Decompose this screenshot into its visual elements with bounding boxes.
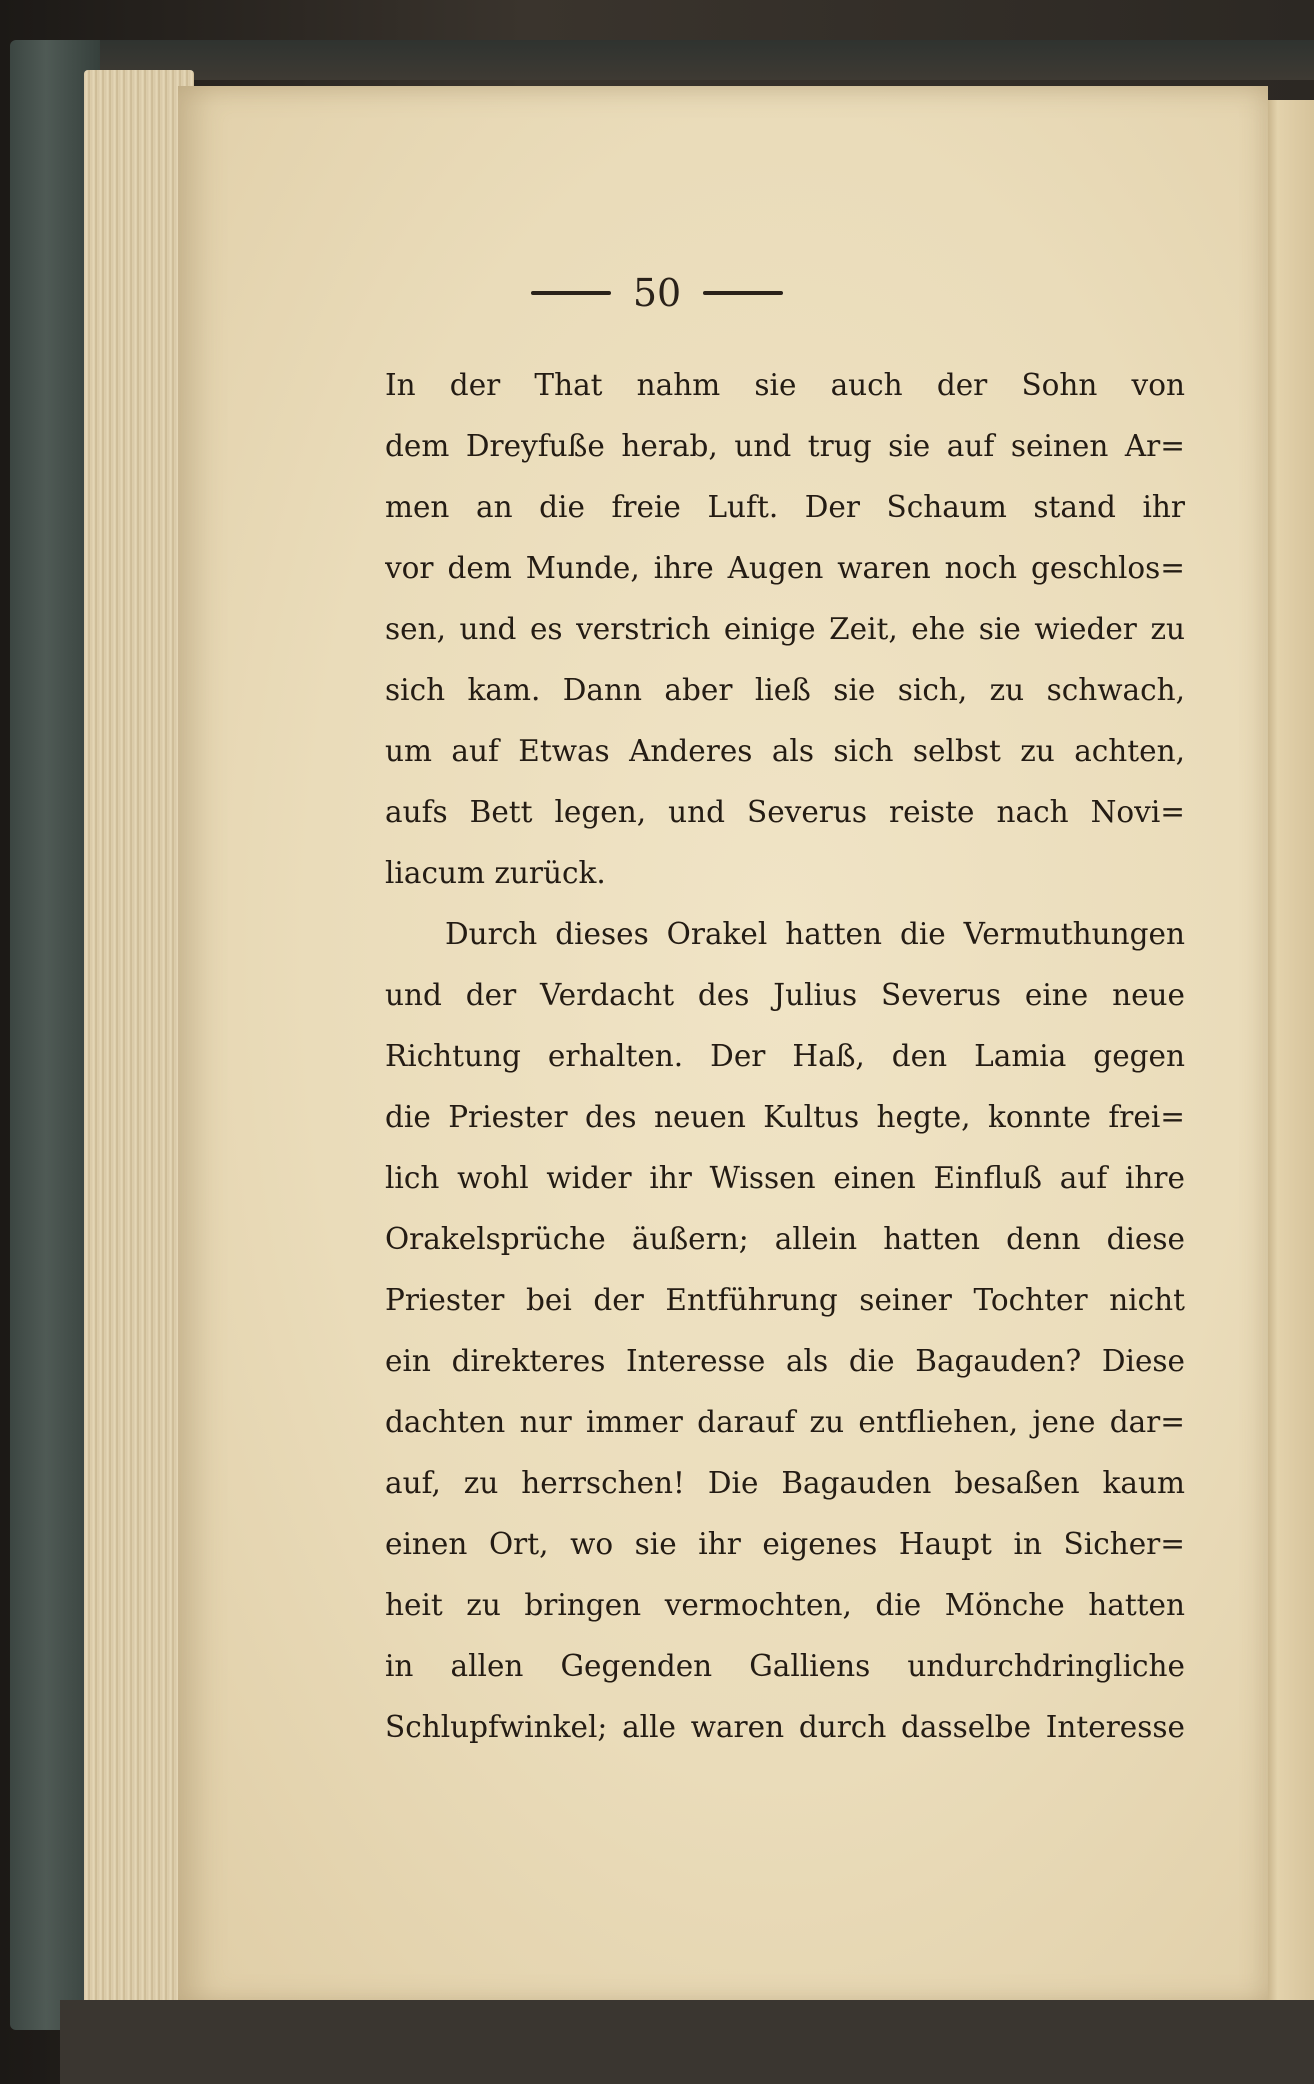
page-number: 50: [632, 271, 682, 315]
text-line: Orakelsprüche äußern; allein hatten denn diese: [385, 1222, 1185, 1256]
header-dash-right: [703, 291, 783, 295]
text-line: um auf Etwas Anderes als sich selbst zu achten,: [385, 734, 1185, 768]
text-line: ein direkteres Interesse als die Bagauden? Diese: [385, 1344, 1185, 1378]
text-line: lich wohl wider ihr Wissen einen Einfluß auf ihre: [385, 1161, 1185, 1195]
text-line: und der Verdacht des Julius Severus eine neue: [385, 978, 1185, 1012]
text-line: die Priester des neuen Kultus hegte, konnte frei=: [385, 1100, 1185, 1134]
text-line: Priester bei der Entführung seiner Tochter nicht: [385, 1283, 1185, 1317]
header-dash-left: [531, 291, 611, 295]
text-line: Schlupfwinkel; alle waren durch dasselbe Interesse: [385, 1710, 1185, 1744]
text-line: heit zu bringen vermochten, die Mönche hatten: [385, 1588, 1185, 1622]
text-line: in allen Gegenden Galliens undurchdringliche: [385, 1649, 1185, 1683]
text-line: dem Dreyfuße herab, und trug sie auf seinen Ar=: [385, 429, 1185, 463]
text-line: sich kam. Dann aber ließ sie sich, zu schwach,: [385, 673, 1185, 707]
text-line: Durch dieses Orakel hatten die Vermuthungen: [445, 917, 1185, 951]
text-line: Richtung erhalten. Der Haß, den Lamia gegen: [385, 1039, 1185, 1073]
text-line: auf, zu herrschen! Die Bagauden besaßen kaum: [385, 1466, 1185, 1500]
text-line: sen, und es verstrich einige Zeit, ehe sie wieder zu: [385, 612, 1185, 646]
book-cover-bottom: [60, 2000, 1314, 2084]
text-line: einen Ort, wo sie ihr eigenes Haupt in Sicher=: [385, 1527, 1185, 1561]
text-line: In der That nahm sie auch der Sohn von: [385, 368, 1185, 402]
text-line: liacum zurück.: [385, 856, 606, 890]
text-line: dachten nur immer darauf zu entfliehen, jene dar=: [385, 1405, 1185, 1439]
page-body-text: [385, 355, 1185, 1758]
text-line: aufs Bett legen, und Severus reiste nach Novi=: [385, 795, 1185, 829]
text-line: men an die freie Luft. Der Schaum stand ihr: [385, 490, 1185, 524]
book-cover-top: [60, 40, 1314, 80]
text-line: vor dem Munde, ihre Augen waren noch geschlos=: [385, 551, 1185, 585]
page-header: [0, 268, 1314, 318]
adjacent-page-edge: [1262, 100, 1314, 2000]
